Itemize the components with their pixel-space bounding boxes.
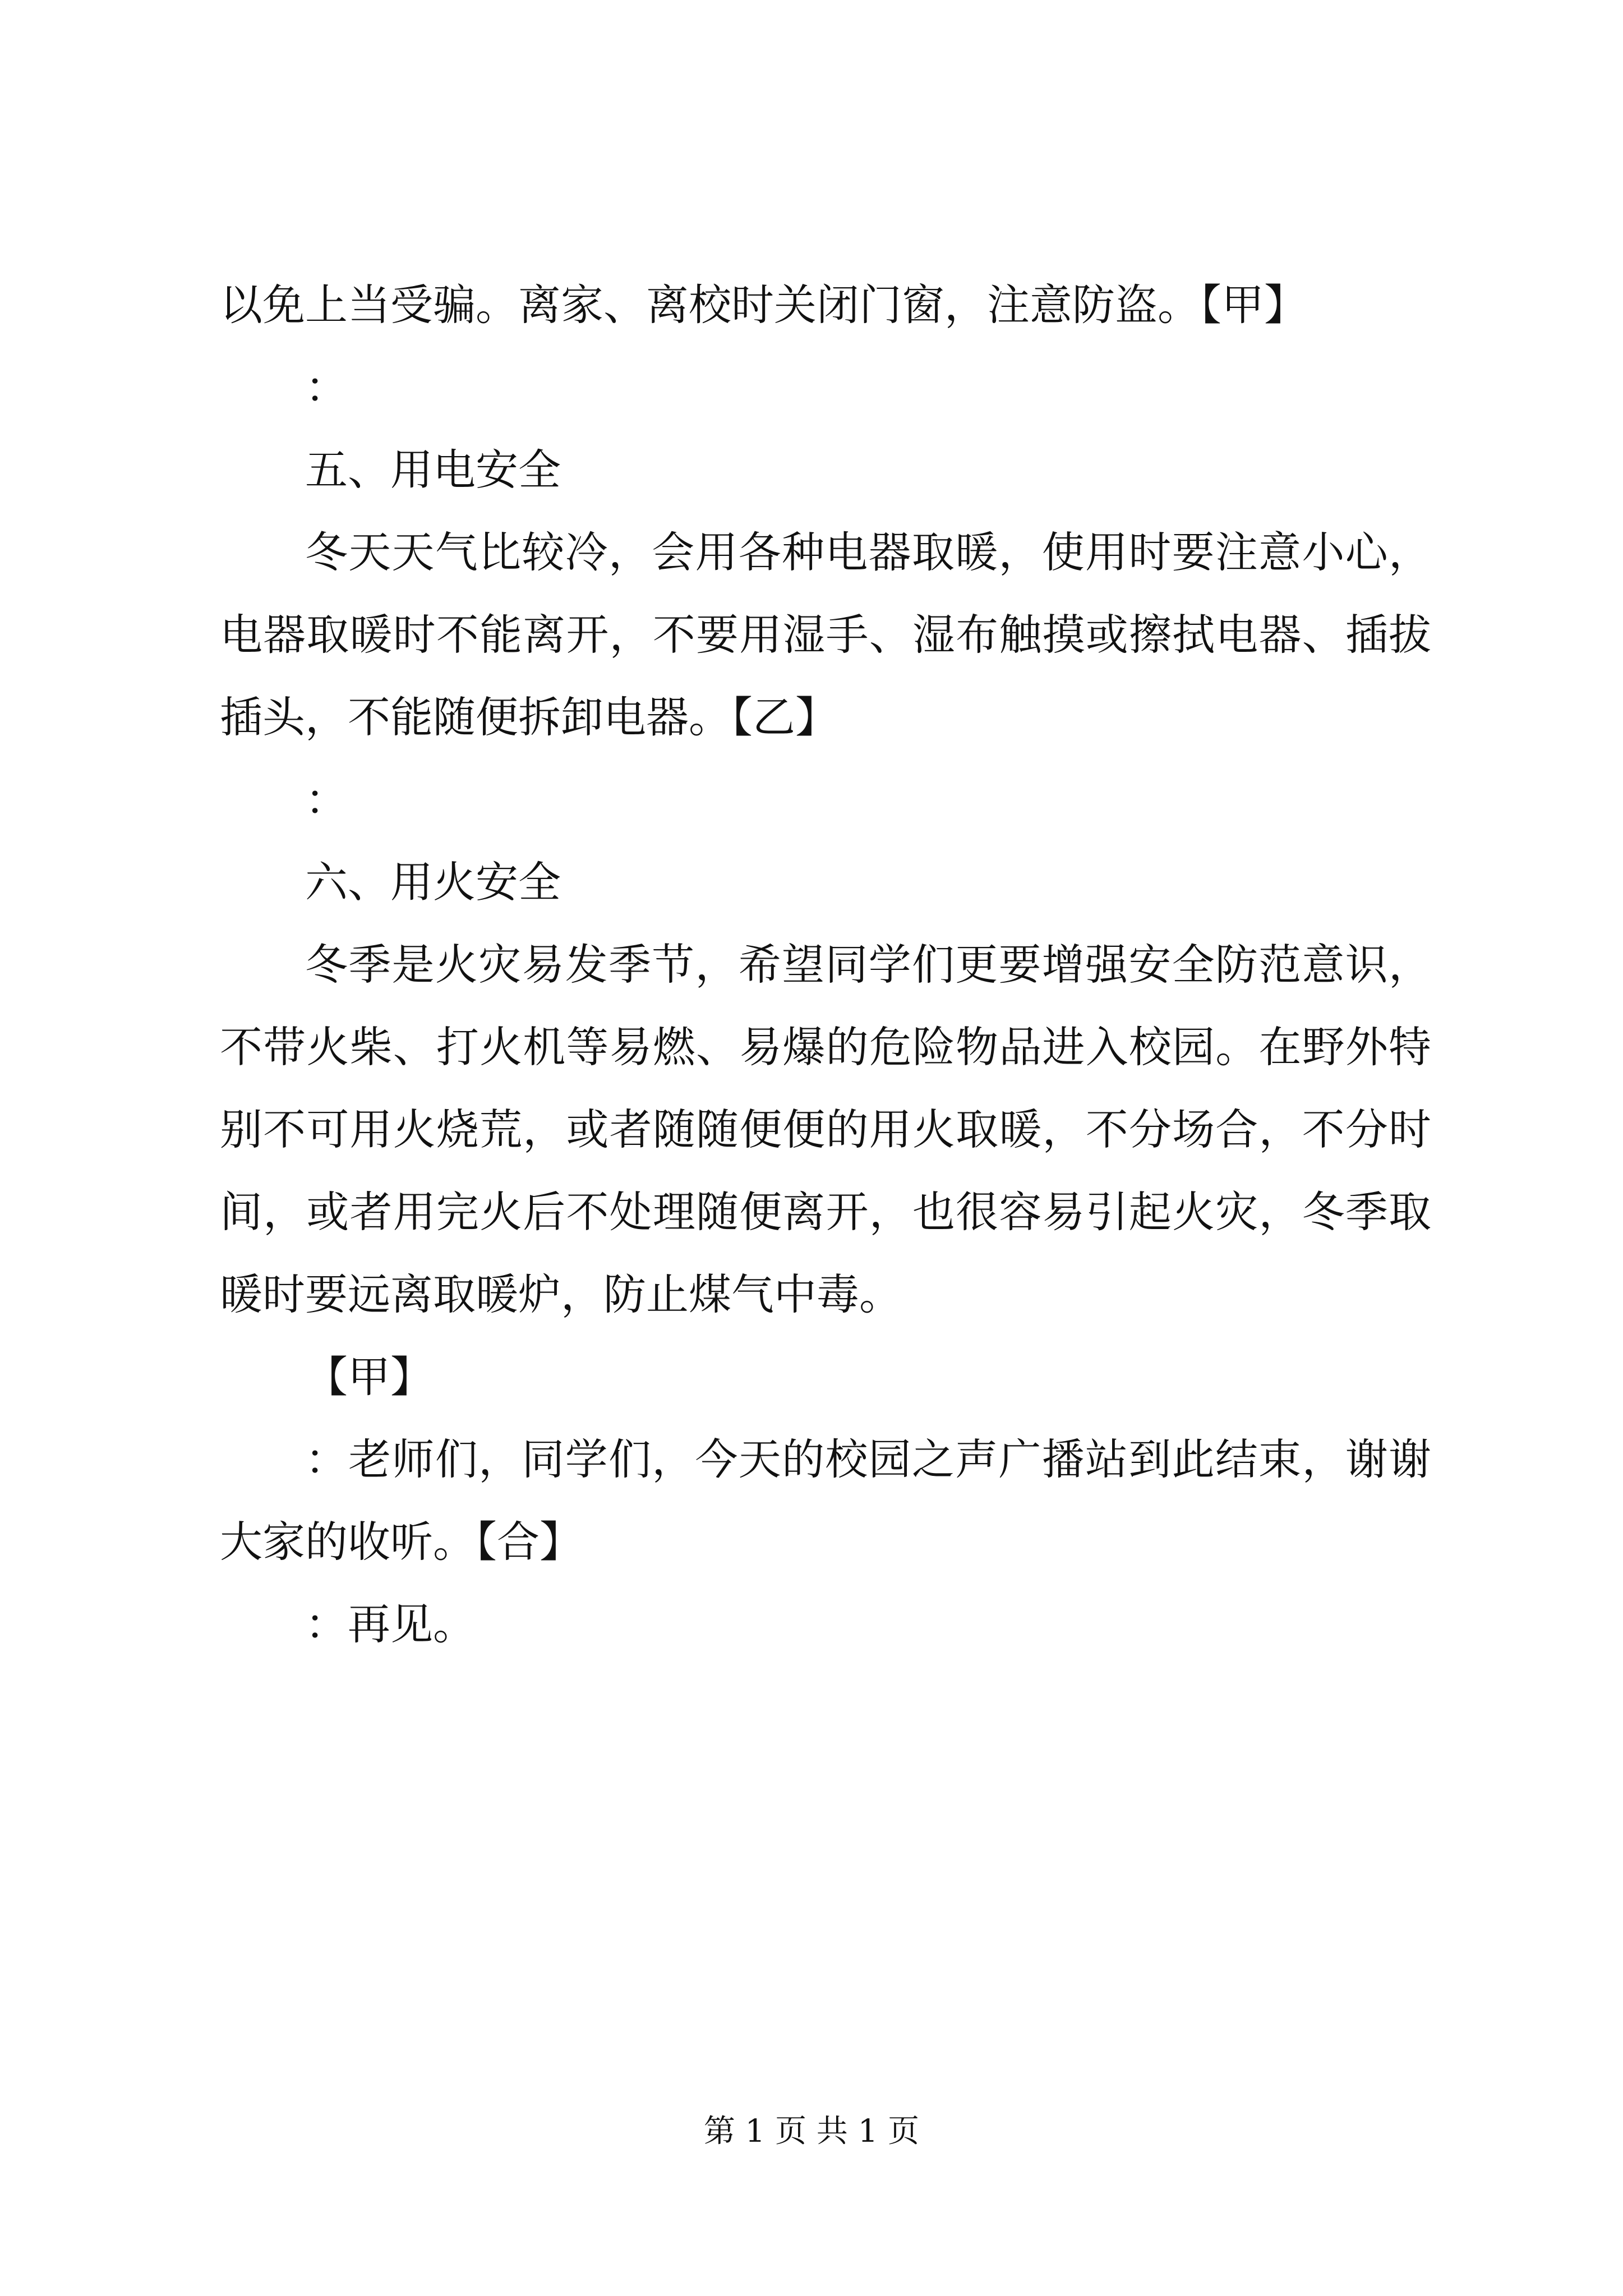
paragraph: ：再见。 [305, 1599, 476, 1649]
section-heading: 五、用电安全 [305, 445, 561, 495]
paragraph: 冬天天气比较冷，会用各种电器取暖，使用时要注意小心，电器取暖时不能离开，不要用湿手、湿布触摸或擦拭电器、插拔插头，不能随便拆卸电器。【乙】 [220, 527, 1431, 742]
speaker-line: ： [305, 775, 348, 825]
document-body [220, 264, 1431, 1665]
page-footer: 第 1 页 共 1 页 [703, 2113, 920, 2150]
speaker-line: ： [305, 362, 348, 412]
paragraph: 以免上当受骗。离家、离校时关闭门窗，注意防盗。【甲】 [220, 280, 1307, 330]
speaker-tag: 【甲】 [305, 1352, 433, 1402]
paragraph: 冬季是火灾易发季节，希望同学们更要增强安全防范意识，不带火柴、打火机等易燃、易爆的危险物品进入校园。在野外特别不可用火烧荒，或者随随便便的用火取暖，不分场合，不分时间，或者用完火后不处理随便离开，也很容易引起火灾，冬季取暖时要远离取暖炉，防止煤气中毒。 [220, 940, 1431, 1319]
paragraph: ：老师们，同学们，今天的校园之声广播站到此结束，谢谢大家的收听。【合】 [220, 1434, 1431, 1567]
section-heading: 六、用火安全 [305, 857, 561, 907]
